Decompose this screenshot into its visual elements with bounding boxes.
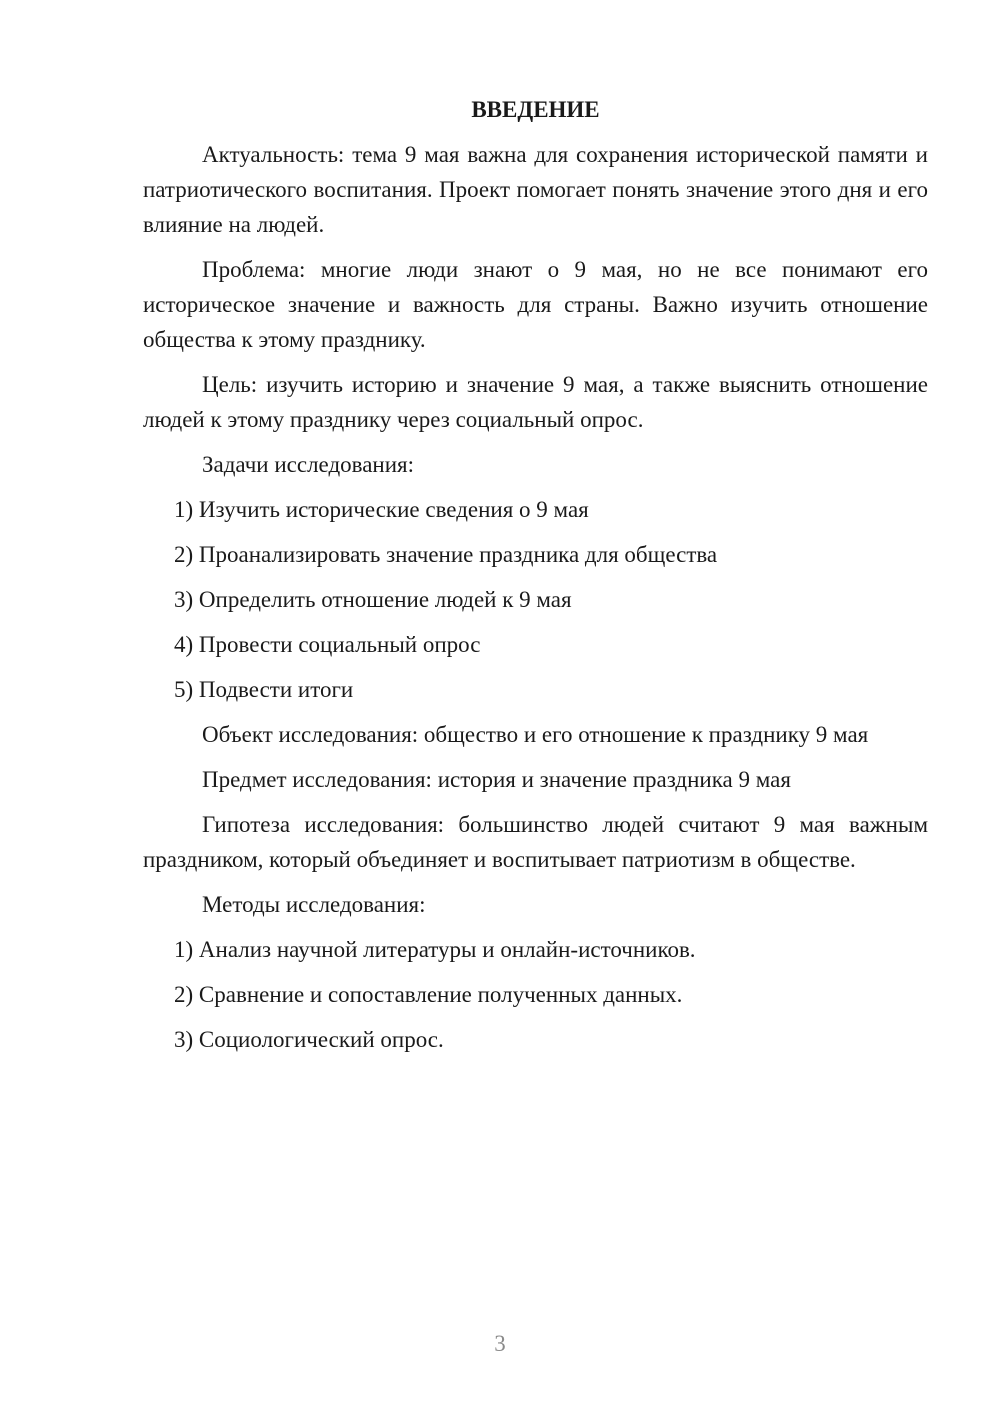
hypothesis-paragraph: Гипотеза исследования: большинство людей считают 9 мая важным праздником, который объединяет и воспитывает патриотизм в обществе. (143, 812, 928, 872)
tasks-heading: Задачи исследования: (202, 452, 415, 477)
relevance-paragraph: Актуальность: тема 9 мая важна для сохранения исторической памяти и патриотического воспитания. Проект помогает понять значение этого дня и его влияние на людей. (143, 142, 928, 237)
object-paragraph: Объект исследования: общество и его отношение к празднику 9 мая (202, 722, 869, 747)
method-item: 1) Анализ научной литературы и онлайн-источников. (174, 937, 696, 962)
section-title: ВВЕДЕНИЕ (471, 97, 600, 122)
goal-paragraph: Цель: изучить историю и значение 9 мая, а также выяснить отношение людей к этому празднику через социальный опрос. (143, 372, 928, 432)
task-item: 2) Проанализировать значение праздника для общества (174, 542, 718, 567)
subject-paragraph: Предмет исследования: история и значение праздника 9 мая (202, 767, 791, 792)
methods-heading: Методы исследования: (202, 892, 426, 917)
method-item: 3) Социологический опрос. (174, 1027, 444, 1052)
page-number: 3 (494, 1331, 506, 1356)
task-item: 1) Изучить исторические сведения о 9 мая (174, 497, 589, 522)
task-item: 3) Определить отношение людей к 9 мая (174, 587, 572, 612)
document-body (143, 92, 928, 1067)
task-item: 5) Подвести итоги (174, 677, 354, 702)
problem-paragraph: Проблема: многие люди знают о 9 мая, но не все понимают его историческое значение и важность для страны. Важно изучить отношение общества к этому празднику. (143, 257, 928, 352)
task-item: 4) Провести социальный опрос (174, 632, 481, 657)
method-item: 2) Сравнение и сопоставление полученных данных. (174, 982, 683, 1007)
